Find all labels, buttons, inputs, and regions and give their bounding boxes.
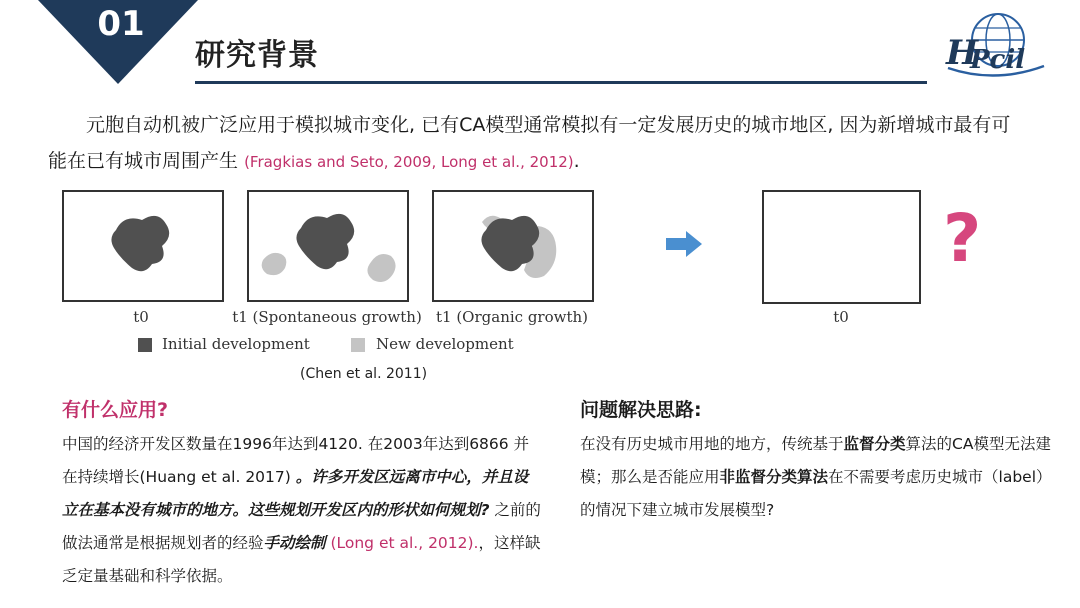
panel-t1-spontaneous xyxy=(247,190,409,302)
svg-text:Pcil: Pcil xyxy=(970,45,1026,75)
approach-body xyxy=(580,428,1060,527)
legend-label-initial: Initial development xyxy=(162,335,310,353)
panel-label-t0-empty: t0 xyxy=(833,308,849,326)
panel-t0 xyxy=(62,190,224,302)
legend-swatch-new xyxy=(351,338,365,352)
panel-t1-organic xyxy=(432,190,594,302)
applications-heading: 有什么应用? xyxy=(62,399,169,421)
intro-end: . xyxy=(573,150,580,172)
approach-text-1: 在没有历史城市用地的地方，传统基于 xyxy=(580,435,844,453)
apps-text-1: 中国的经济开发区数量在1996年达到4120. 在2003年达到6866 并在持续增长(Huang et al. 2017) xyxy=(62,435,530,486)
panel-label-organic: t1 (Organic growth) xyxy=(435,308,588,326)
title-underline xyxy=(195,81,927,84)
legend-label-new: New development xyxy=(376,335,514,353)
applications-body xyxy=(62,428,542,593)
figure-source: (Chen et al. 2011) xyxy=(300,366,428,382)
apps-text-4: 手动绘制 xyxy=(263,534,326,552)
legend-swatch-initial xyxy=(138,338,152,352)
slide-title: 研究背景 xyxy=(195,38,319,73)
apps-citation: (Long et al., 2012). xyxy=(325,534,479,552)
approach-unsupervised: 非监督分类算法 xyxy=(719,468,829,486)
intro-paragraph xyxy=(48,107,1028,180)
intro-text: 元胞自动机被广泛应用于模拟城市变化, 已有CA模型通常模拟有一定发展历史的城市地区, 因为新增城市最有可能在已有城市周围产生 xyxy=(48,114,1011,172)
approach-text-5: 在不需要考虑历史城市（label）的情况下建立城市发展模型? xyxy=(580,468,1052,519)
slide-number: 01 xyxy=(97,4,145,44)
hpcil-logo xyxy=(940,6,1050,80)
panel-label-t0: t0 xyxy=(133,308,149,326)
initial-blob-shape xyxy=(64,192,222,300)
right-arrow-icon xyxy=(666,231,702,257)
apps-text-2: 。许多开发区远离市中心，并且设立在基本没有城市的地方。这些规划开发区内的形状如何规划? xyxy=(62,468,529,519)
question-mark: ? xyxy=(943,200,982,277)
spontaneous-growth-shape xyxy=(249,192,407,300)
approach-heading: 问题解决思路: xyxy=(580,399,702,421)
panel-t0-empty xyxy=(762,190,921,304)
approach-supervised: 监督分类 xyxy=(843,435,906,453)
panel-label-spontaneous: t1 (Spontaneous growth) xyxy=(232,308,422,326)
approach-text-3: 算法的CA模型无法建模；那么是否能应用 xyxy=(580,435,1051,486)
intro-citation: (Fragkias and Seto, 2009, Long et al., 2012) xyxy=(244,153,574,171)
svg-text:H: H xyxy=(946,33,979,73)
apps-text-6: ，这样缺乏定量基础和科学依据。 xyxy=(62,534,541,585)
organic-growth-shape xyxy=(434,192,592,300)
apps-text-3: 之前的做法通常是根据规划者的经验 xyxy=(62,501,541,552)
